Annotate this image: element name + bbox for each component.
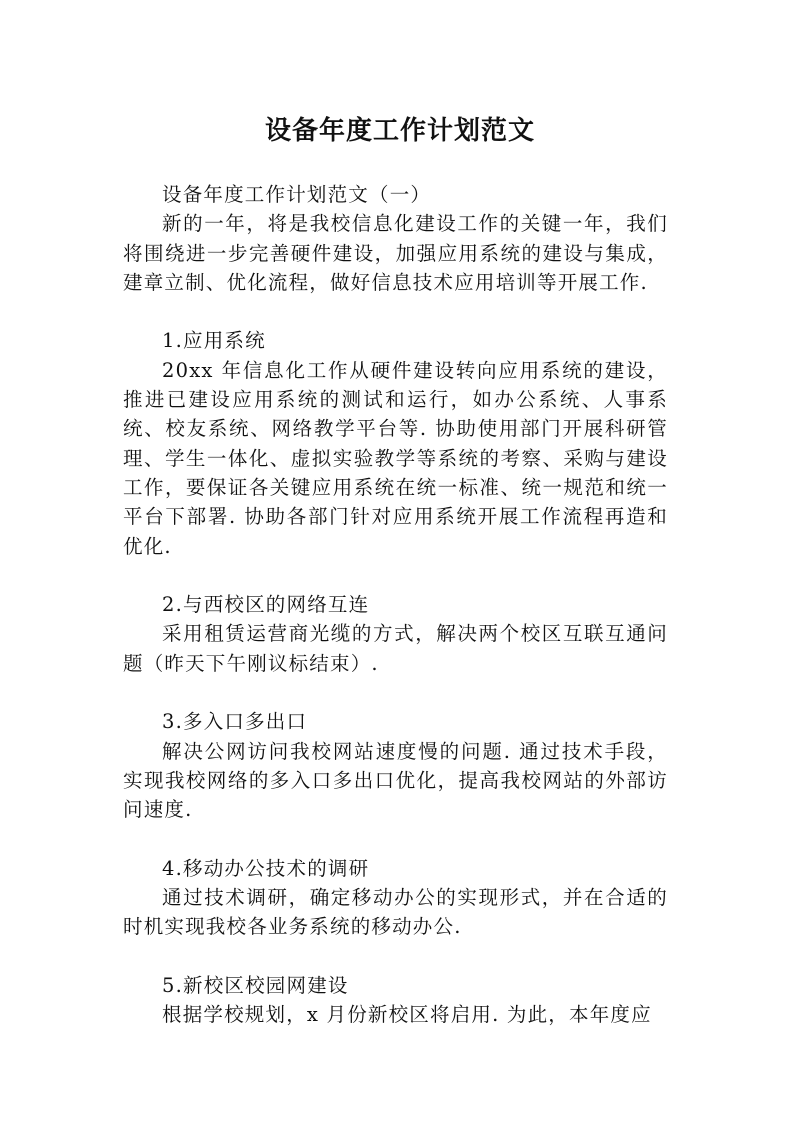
paragraph-gap [123,297,668,326]
section-heading: 4.移动办公技术的调研 [162,856,370,880]
intro-paragraph: 新的一年，将是我校信息化建设工作的关键一年，我们将围绕进一步完善硬件建设，加强应用系统的建设与集成，建章立制、优化流程，做好信息技术应用培训等开展工作. [123,212,668,294]
section-paragraph: 通过技术调研，确定移动办公的实现形式，并在合适的时机实现我校各业务系统的移动办公. [123,886,668,939]
document-subtitle: 设备年度工作计划范文（一） [162,183,432,206]
paragraph-gap [123,561,668,590]
section-paragraph: 根据学校规划，x 月份新校区将启用. 为此，本年度应 [162,1003,652,1027]
section-paragraph: 20xx 年信息化工作从硬件建设转向应用系统的建设，推进已建设应用系统的测试和运行，如办公系统、人事系统、校友系统、网络教学平台等. 协助使用部门开展科研管理、学生一体化、虚拟实验教学等系统的考察、采购与建设工作，要保证各关键应用系统在统一标准、统一规范和统一平台下部署. 协助各部门针对应用系统开展工作流程再造和优化. [123,358,668,558]
section-heading: 1.应用系统 [162,329,266,353]
section-heading: 3.多入口多出口 [162,710,308,734]
document-title: 设备年度工作计划范文 [264,116,535,146]
section-paragraph: 采用租赁运营商光缆的方式，解决两个校区互联互通问题（昨天下午刚议标结束）. [123,622,668,675]
document-body [123,180,668,1030]
section-heading: 5.新校区校园网建设 [162,974,349,998]
section-paragraph: 解决公网访问我校网站速度慢的问题. 通过技术手段，实现我校网络的多入口多出口优化，提高我校网站的外部访问速度. [123,739,668,822]
paragraph-gap [123,678,668,707]
paragraph-gap [123,825,668,854]
section-heading: 2.与西校区的网络互连 [162,593,370,617]
paragraph-gap [123,942,668,971]
